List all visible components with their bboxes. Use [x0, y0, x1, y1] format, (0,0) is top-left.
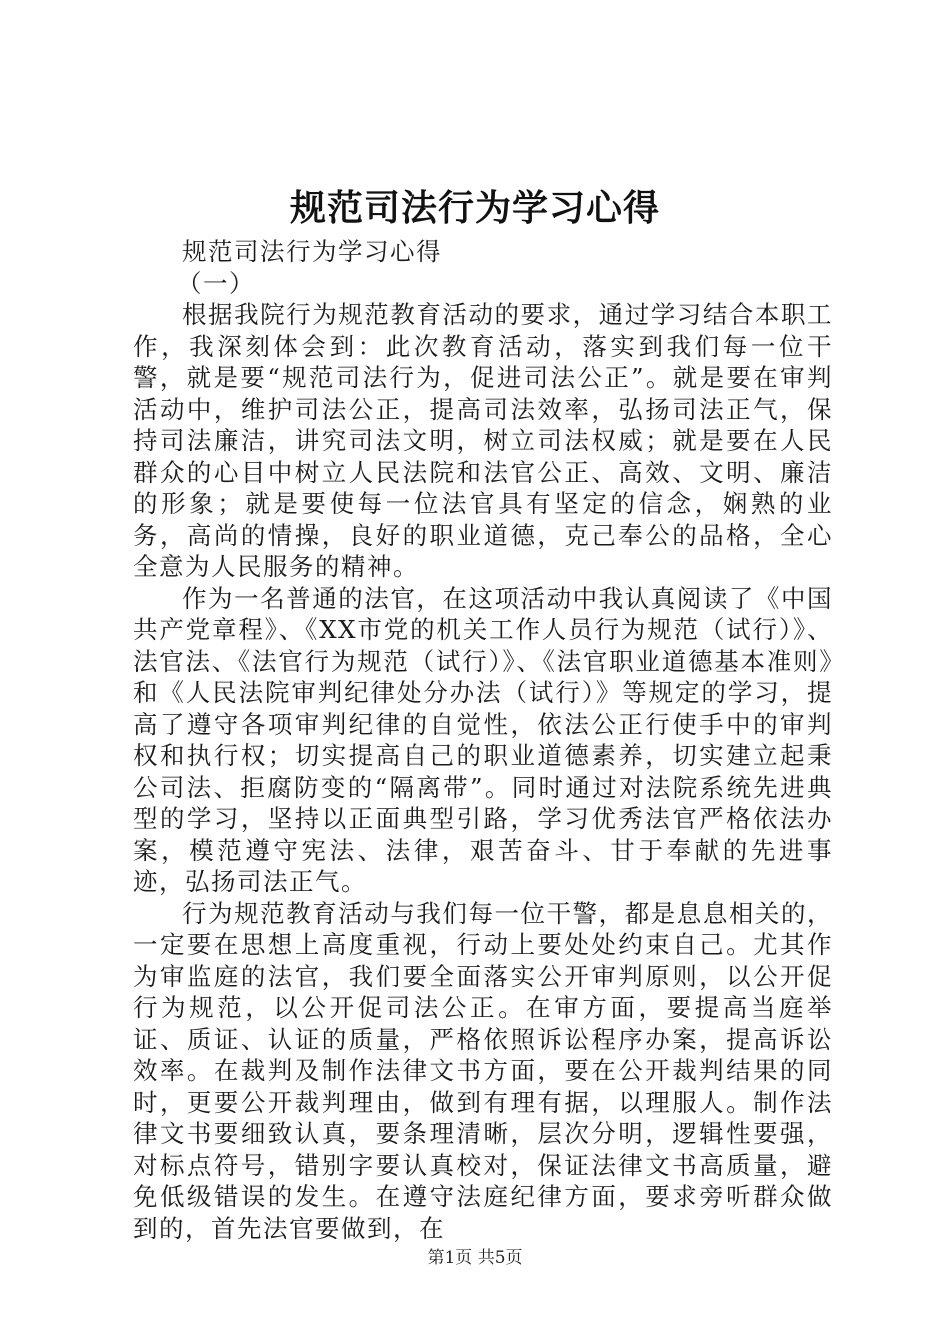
paragraph-3: 行为规范教育活动与我们每一位干警，都是息息相关的，一定要在思想上高度重视，行动上要处处约束自己。尤其作为审监庭的法官，我们要全面落实公开审判原则，以公开促行为规范，以公开促司法公正。在审方面，要提高当庭举证、质证、认证的质量，严格依照诉讼程序办案，提高诉讼效率。在裁判及制作法律文书方面，要在公开裁判结果的同时，更要公开裁判理由，做到有理有据，以理服人。制作法律文书要细致认真，要条理清晰，层次分明，逻辑性要强，对标点符号，错别字要认真校对，保证法律文书高质量，避免低级错误的发生。在遵守法庭纪律方面，要求旁听群众做到的，首先法官要做到，在: [133, 898, 833, 1243]
document-title: 规范司法行为学习心得: [289, 187, 660, 229]
document-subtitle: 规范司法行为学习心得: [182, 237, 442, 266]
paragraph-2: 作为一名普通的法官，在这项活动中我认真阅读了《中国共产党章程》、《XX市党的机关工作人员行为规范（试行）》、法官法、《法官行为规范（试行）》、《法官职业道德基本准则》和《人民法院审判纪律处分办法（试行）》等规定的学习，提高了遵守各项审判纪律的自觉性，依法公正行使手中的审判权和执行权；切实提高自己的职业道德素养，切实建立起秉公司法、拒腐防变的“隔离带”。同时通过对法院系统先进典型的学习，坚持以正面典型引路，学习优秀法官严格依法办案，模范遵守宪法、法律，艰苦奋斗、甘于奉献的先进事迹，弘扬司法正气。: [133, 583, 833, 896]
section-number: （一）: [177, 268, 255, 298]
paragraph-1: 根据我院行为规范教育活动的要求，通过学习结合本职工作，我深刻体会到：此次教育活动，落实到我们每一位干警，就是要“规范司法行为，促进司法公正”。就是要在审判活动中，维护司法公正，提高司法效率，弘扬司法正气，保持司法廉洁，讲究司法文明，树立司法权威；就是要在人民群众的心目中树立人民法院和法官公正、高效、文明、廉洁的形象；就是要使每一位法官具有坚定的信念，娴熟的业务，高尚的情操，良好的职业道德，克己奉公的品格，全心全意为人民服务的精神。: [133, 300, 833, 581]
page-footer: 第1页 共5页: [427, 1248, 523, 1268]
document-body: [133, 236, 833, 1244]
